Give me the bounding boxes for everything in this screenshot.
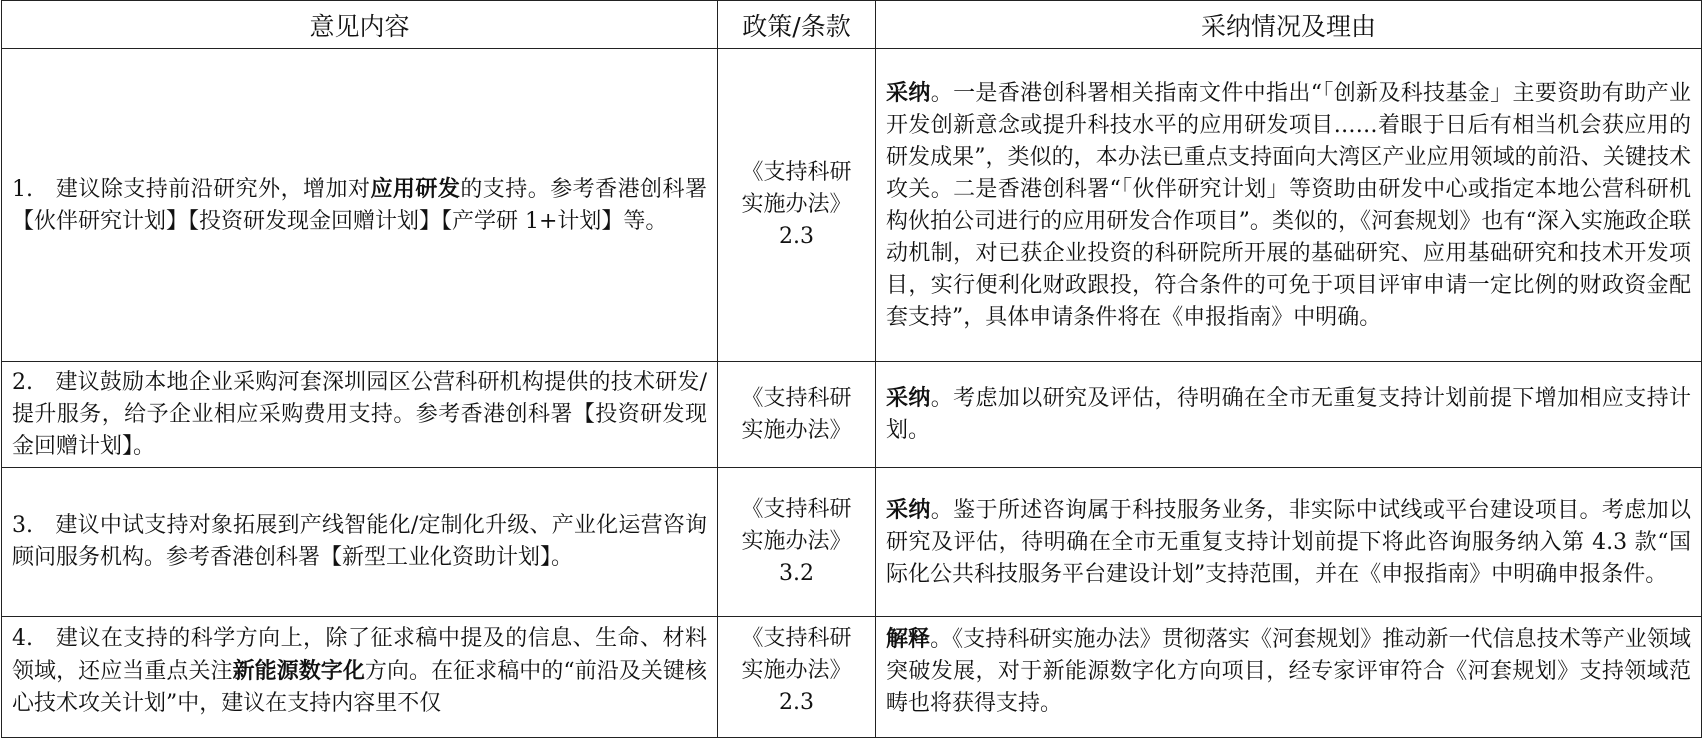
- opinion-cell: 3. 建议中试支持对象拓展到产线智能化/定制化升级、产业化运营咨询顾问服务机构。参考香港创科署【新型工业化资助计划】。: [2, 468, 718, 617]
- header-decision: 采纳情况及理由: [876, 1, 1702, 49]
- opinion-table: [1, 0, 1702, 738]
- table-row: [2, 468, 1702, 617]
- policy-cell: 《支持科研 实施办法》: [718, 362, 876, 468]
- policy-cell: 《支持科研 实施办法》 2.3: [718, 49, 876, 362]
- policy-cell: 《支持科研 实施办法》 3.2: [718, 468, 876, 617]
- policy-cell: 《支持科研 实施办法》 2.3: [718, 617, 876, 738]
- opinion-cell: 4. 建议在支持的科学方向上，除了征求稿中提及的信息、生命、材料领域，还应当重点关注新能源数字化方向。在征求稿中的“前沿及关键核心技术攻关计划”中，建议在支持内容里不仅: [2, 617, 718, 738]
- table-row: [2, 49, 1702, 362]
- decision-cell: 采纳。鉴于所述咨询属于科技服务业务，非实际中试线或平台建设项目。考虑加以研究及评估，待明确在全市无重复支持计划前提下将此咨询服务纳入第 4.3 款“国际化公共科技服务平台建设计划”支持范围，并在《申报指南》中明确申报条件。: [876, 468, 1702, 617]
- header-policy: 政策/条款: [718, 1, 876, 49]
- decision-cell: 解释。《支持科研实施办法》贯彻落实《河套规划》推动新一代信息技术等产业领域突破发展，对于新能源数字化方向项目，经专家评审符合《河套规划》支持领域范畴也将获得支持。: [876, 617, 1702, 738]
- opinion-cell: 2. 建议鼓励本地企业采购河套深圳园区公营科研机构提供的技术研发/提升服务，给予企业相应采购费用支持。参考香港创科署【投资研发现金回赠计划】。: [2, 362, 718, 468]
- table-row: [2, 617, 1702, 738]
- decision-cell: 采纳。一是香港创科署相关指南文件中指出“「创新及科技基金」主要资助有助产业开发创新意念或提升科技水平的应用研发项目……着眼于日后有相当机会获应用的研发成果”，类似的，本办法已重点支持面向大湾区产业应用领域的前沿、关键技术攻关。二是香港创科署“「伙伴研究计划」等资助由研发中心或指定本地公营科研机构伙拍公司进行的应用研发合作项目”。类似的，《河套规划》也有“深入实施政企联动机制，对已获企业投资的科研院所开展的基础研究、应用基础研究和技术开发项目，实行便利化财政跟投，符合条件的可免于项目评审申请一定比例的财政资金配套支持”，具体申请条件将在《申报指南》中明确。: [876, 49, 1702, 362]
- header-opinion: 意见内容: [2, 1, 718, 49]
- table-row: [2, 362, 1702, 468]
- opinion-cell: 1. 建议除支持前沿研究外，增加对应用研发的支持。参考香港创科署【伙伴研究计划】【投资研发现金回赠计划】【产学研 1+计划】等。: [2, 49, 718, 362]
- table-header-row: [2, 1, 1702, 49]
- decision-cell: 采纳。考虑加以研究及评估，待明确在全市无重复支持计划前提下增加相应支持计划。: [876, 362, 1702, 468]
